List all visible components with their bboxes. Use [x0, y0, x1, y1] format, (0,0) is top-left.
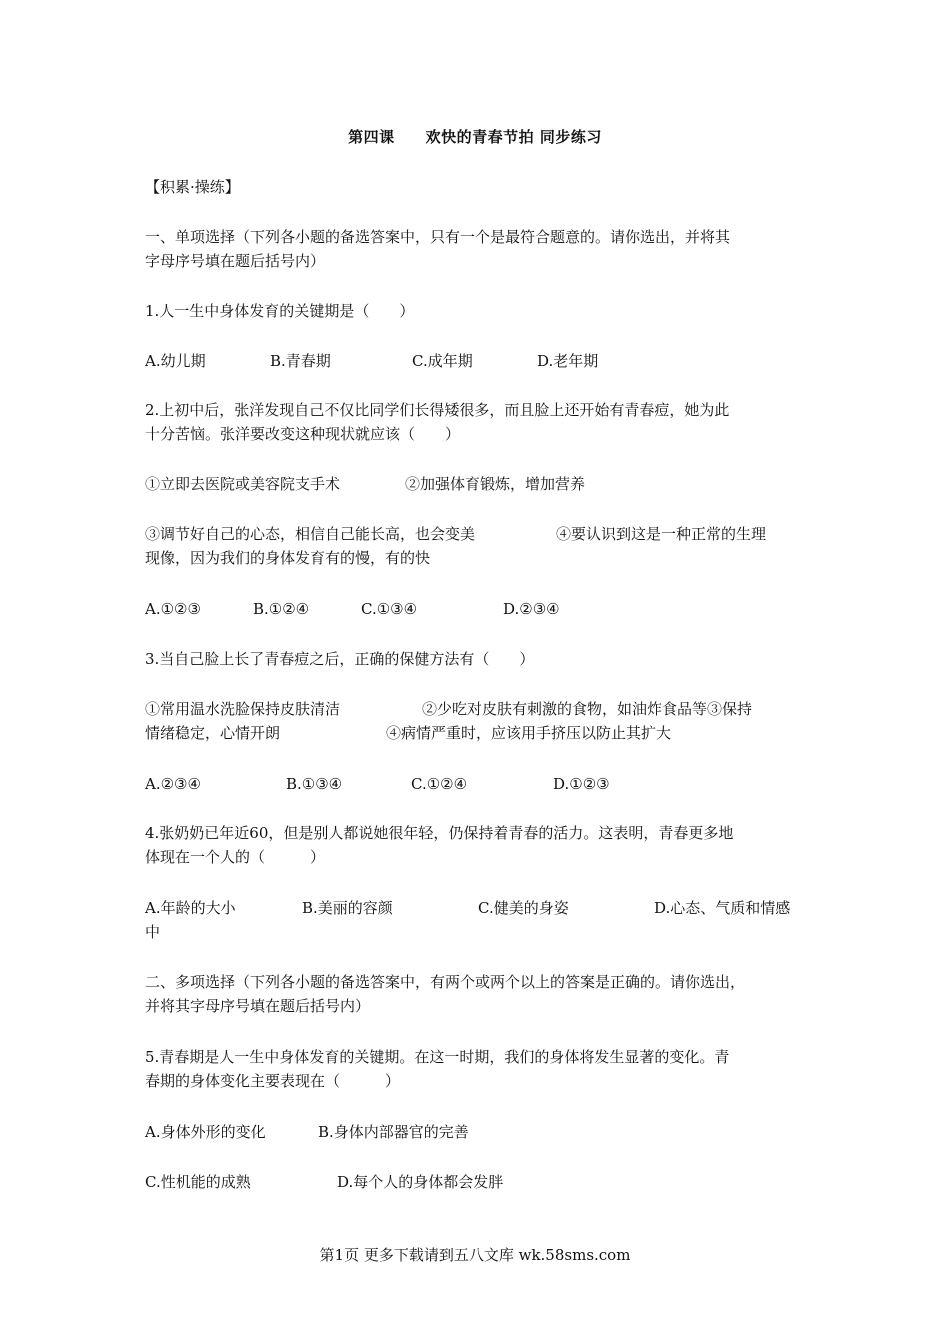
q3-stem: 3.当自己脸上长了青春痘之后，正确的保健方法有（ ） [145, 650, 535, 668]
q5-stem: 5.青春期是人一生中身体发育的关键期。在这一时期，我们的身体将发生显著的变化。青 [145, 1048, 730, 1066]
q1-option-b: B.青春期 [270, 352, 331, 370]
q4-stem-cont: 体现在一个人的（ ） [145, 848, 326, 866]
part2-heading: 二、多项选择（下列各小题的备选答案中，有两个或两个以上的答案是正确的。请你选出， [145, 973, 746, 991]
q3-statement-2: ②少吃对皮肤有刺激的食物，如油炸食品等③保持 [422, 700, 753, 718]
page-footer: 第1页 更多下载请到五八文库 wk.58sms.com [319, 1246, 631, 1264]
section-tag: 【积累·操练】 [145, 178, 240, 196]
part1-heading: 一、单项选择（下列各小题的备选答案中，只有一个是最符合题意的。请你选出，并将其 [145, 228, 731, 246]
q4-option-c: C.健美的身姿 [478, 899, 569, 917]
q2-option-b: B.①②④ [253, 600, 310, 618]
q2-stem: 2.上初中后，张洋发现自己不仅比同学们长得矮很多，而且脸上还开始有青春痘，她为此 [145, 401, 730, 419]
q5-stem-cont: 春期的身体变化主要表现在（ ） [145, 1072, 401, 1090]
q2-statement-4: ④要认识到这是一种正常的生理 [556, 525, 767, 543]
q4-option-b: B.美丽的容颜 [302, 899, 393, 917]
q1-option-d: D.老年期 [537, 352, 599, 370]
q4-option-a: A.年龄的大小 [145, 899, 236, 917]
part1-heading-cont: 字母序号填在题后括号内） [145, 252, 326, 270]
page-title: 第四课 欢快的青春节拍 同步练习 [348, 128, 602, 146]
q2-stem-cont: 十分苦恼。张洋要改变这种现状就应该（ ） [145, 425, 461, 443]
q5-option-b: B.身体内部器官的完善 [318, 1123, 469, 1141]
q4-stem: 4.张奶奶已年近60，但是别人都说她很年轻，仍保持着青春的活力。这表明，青春更多地 [145, 824, 734, 842]
q3-statement-4: ④病情严重时，应该用手挤压以防止其扩大 [386, 724, 672, 742]
q3-option-b: B.①③④ [286, 775, 343, 793]
q3-option-c: C.①②④ [411, 775, 468, 793]
q2-option-c: C.①③④ [361, 600, 418, 618]
q1-stem: 1.人一生中身体发育的关键期是（ ） [145, 302, 415, 320]
q1-option-c: C.成年期 [412, 352, 473, 370]
q3-option-a: A.②③④ [145, 775, 201, 793]
q2-statement-1: ①立即去医院或美容院支手术 [145, 475, 341, 493]
q4-option-d: D.心态、气质和情感 [654, 899, 791, 917]
q2-statement-2: ②加强体育锻炼，增加营养 [405, 475, 586, 493]
q3-statement-1: ①常用温水洗脸保持皮肤清洁 [145, 700, 341, 718]
q2-statement-3: ③调节好自己的心态，相信自己能长高，也会变美 [145, 525, 476, 543]
q2-option-a: A.①②③ [145, 600, 201, 618]
q2-statement-4-cont: 现像，因为我们的身体发育有的慢，有的快 [145, 549, 431, 567]
q3-option-d: D.①②③ [553, 775, 610, 793]
q4-option-d-cont: 中 [145, 923, 161, 941]
q3-statement-3-cont: 情绪稳定，心情开朗 [145, 724, 281, 742]
part2-heading-cont: 并将其字母序号填在题后括号内） [145, 997, 371, 1015]
q5-option-c: C.性机能的成熟 [145, 1173, 251, 1191]
q5-option-d: D.每个人的身体都会发胖 [337, 1173, 504, 1191]
q2-option-d: D.②③④ [503, 600, 560, 618]
q1-option-a: A.幼儿期 [145, 352, 206, 370]
q5-option-a: A.身体外形的变化 [145, 1123, 266, 1141]
